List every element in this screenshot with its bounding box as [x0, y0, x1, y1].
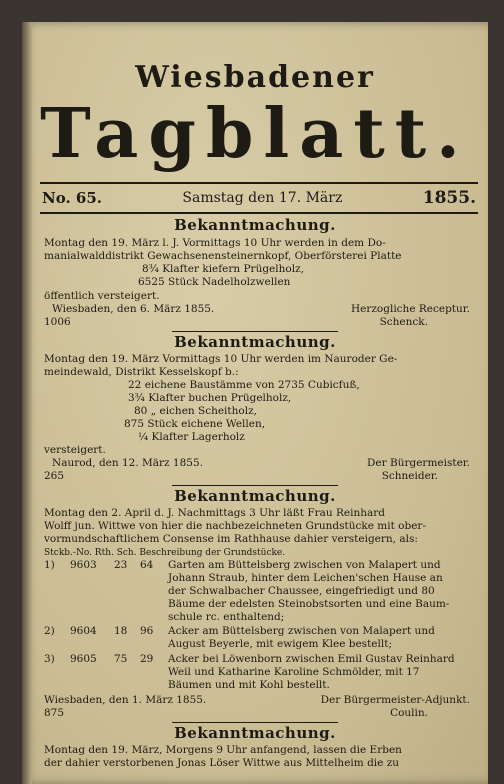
- notice2-line: 22 eichene Baustämme von 2735 Cubicfuß,: [128, 379, 360, 391]
- notice4-line: der dahier verstorbenen Jonas Löser Wittwe aus Mittelheim die zu: [44, 757, 399, 769]
- notice2-signer-name: Schneider.: [381, 470, 438, 482]
- item-stckb: 9605: [70, 653, 97, 665]
- notice3-intro-line: Wolff jun. Wittwe von hier die nachbezeichneten Grundstücke mit ober-: [44, 520, 427, 532]
- notice2-ref: 265: [44, 470, 65, 482]
- item-rth: 18: [114, 625, 128, 637]
- item-description: der Schwalbacher Chaussee, eingefriedigt und 80: [168, 585, 435, 597]
- notice2-line: meindewald, Distrikt Kesselskopf b.:: [44, 366, 239, 378]
- item-number: 1): [44, 559, 55, 571]
- notice3-signer-office: Der Bürgermeister-Adjunkt.: [320, 694, 470, 706]
- notice1-line: 6525 Stück Nadelholzwellen: [138, 276, 291, 288]
- notice1-line: Montag den 19. März l. J. Vormittags 10 Uhr werden in dem Do-: [44, 237, 386, 249]
- issue-date: Samstag den 17. März: [182, 190, 343, 206]
- masthead-city: Wiesbadener: [135, 60, 375, 95]
- item-description: Bäume der edelsten Steinobstsorten und eine Baum-: [168, 598, 450, 610]
- issue-line: [42, 187, 476, 209]
- notice2-line: ¼ Klafter Lagerholz: [138, 431, 245, 443]
- item-description: Garten am Büttelsberg zwischen von Malapert und: [168, 559, 441, 571]
- item-sch: 29: [140, 653, 154, 665]
- item-description: Johann Straub, hinter dem Leichen'schen Hause an: [168, 572, 443, 584]
- issue-year: 1855.: [422, 188, 476, 208]
- notice1-signer-office: Herzogliche Receptur.: [351, 303, 470, 315]
- notice3-ref: 875: [44, 707, 65, 719]
- item-description: Weil und Katharine Karoline Schmölder, mit 17: [168, 666, 420, 678]
- notice2-line: versteigert.: [44, 444, 106, 456]
- notice2-line: 875 Stück eichene Wellen,: [124, 418, 266, 430]
- notice3-intro-line: vormundschaftlichem Consense im Rathhause dahier versteigern, als:: [44, 533, 418, 545]
- item-sch: 64: [140, 559, 154, 571]
- notice3-table-header: Stckb.-No. Rth. Sch. Beschreibung der Grundstücke.: [44, 548, 286, 558]
- item-stckb: 9604: [70, 625, 97, 637]
- item-description: August Beyerle, mit ewigem Klee bestellt;: [168, 638, 392, 650]
- notice2-line: Montag den 19. März Vormittags 10 Uhr werden im Nauroder Ge-: [44, 353, 398, 365]
- notice1-line: Wiesbaden, den 6. März 1855.: [52, 303, 215, 315]
- notice2-line: 80 „ eichen Scheitholz,: [134, 405, 257, 417]
- item-description: Bäumen und mit Kohl bestellt.: [168, 679, 330, 691]
- notice4-heading: Bekanntmachung.: [174, 724, 336, 742]
- issue-number: No. 65.: [42, 189, 102, 207]
- item-sch: 96: [140, 625, 154, 637]
- notice1-ref: 1006: [44, 316, 71, 328]
- notice3-signer-name: Coulin.: [390, 707, 428, 719]
- item-number: 3): [44, 653, 55, 665]
- notice-divider: [172, 485, 338, 486]
- notice-divider: [172, 722, 338, 723]
- notice1-heading: Bekanntmachung.: [174, 216, 336, 234]
- item-description: Acker am Büttelsberg zwischen von Malapert und: [168, 625, 435, 637]
- item-description: schule rc. enthaltend;: [168, 611, 285, 623]
- rule-top: [40, 182, 478, 184]
- notice2-heading: Bekanntmachung.: [174, 333, 336, 351]
- masthead-title: Tagblatt.: [40, 94, 470, 174]
- notice2-line: 3¾ Klafter buchen Prügelholz,: [128, 392, 292, 404]
- notice4-line: Montag den 19. März, Morgens 9 Uhr anfangend, lassen die Erben: [44, 744, 402, 756]
- notice1-line: manialwalddistrikt Gewachsenensteinernkopf, Oberförsterei Platte: [44, 250, 402, 262]
- notice2-signer-office: Der Bürgermeister.: [367, 457, 470, 469]
- item-description: Acker bei Löwenborn zwischen Emil Gustav Reinhard: [168, 653, 455, 665]
- notice1-line: 8¾ Klafter kiefern Prügelholz,: [142, 263, 304, 275]
- rule-bottom: [40, 212, 478, 214]
- item-rth: 75: [114, 653, 128, 665]
- notice3-intro-line: Montag den 2. April d. J. Nachmittags 3 Uhr läßt Frau Reinhard: [44, 507, 386, 519]
- item-rth: 23: [114, 559, 128, 571]
- notice3-heading: Bekanntmachung.: [174, 487, 336, 505]
- newspaper-page: [22, 22, 488, 784]
- item-stckb: 9603: [70, 559, 97, 571]
- notice-divider: [172, 331, 338, 332]
- notice2-line: Naurod, den 12. März 1855.: [52, 457, 203, 469]
- notice1-signer-name: Schenck.: [379, 316, 428, 328]
- notice3-place-date: Wiesbaden, den 1. März 1855.: [44, 694, 207, 706]
- notice1-line: öffentlich versteigert.: [44, 290, 160, 302]
- item-number: 2): [44, 625, 55, 637]
